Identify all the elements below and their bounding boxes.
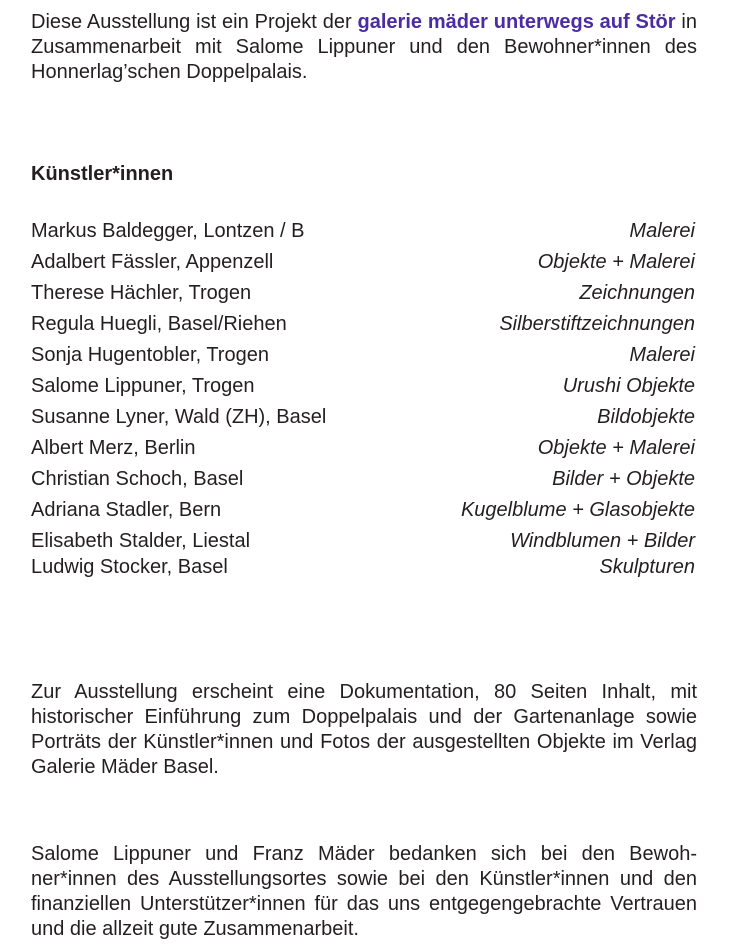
artist-row [31,527,695,553]
artist-name: Christian Schoch, [31,468,188,490]
artist-row [31,248,695,279]
artist-name-place [31,248,273,276]
artist-name-place [31,465,243,493]
artist-place: Basel/Riehen [162,313,287,335]
artist-row [31,553,695,584]
artist-medium: Kugelblume + Glasobjekte [460,499,695,521]
artist-place: Trogen [201,344,269,366]
intro-text-before: Diese Ausstellung ist ein Projekt der [31,11,358,33]
artist-name-place [31,341,269,369]
artist-name: Ludwig Stocker, [31,556,173,578]
artist-name: Markus Baldegger, [31,220,198,242]
intro-paragraph [31,10,697,85]
artist-name-place [31,434,196,462]
artist-name: Albert Merz, [31,437,139,459]
artist-medium: Malerei [629,344,695,366]
documentation-paragraph: Zur Ausstellung erscheint eine Dokumentation, 80 Seiten Inhalt, mit historischer Einführung zum Doppelpalais und der Gartenanlage sowie Porträts der Künstler*innen und Fotos der ausgestellten Objekte im Verlag Galerie Mäder Basel. [31,681,697,778]
artist-row [31,279,695,310]
artist-name: Therese Hächler, [31,282,184,304]
artist-row [31,341,695,372]
artist-name-place [31,279,251,307]
artist-name-place [31,553,228,581]
artist-name-place [31,403,326,431]
artists-heading: Künstler*innen [31,163,174,185]
artist-row [31,372,695,403]
artist-place: Liestal [186,530,251,552]
artist-medium: Skulpturen [599,556,695,578]
artist-row [31,434,695,465]
artist-name-place [31,217,305,245]
artist-medium: Silberstiftzeichnungen [499,313,695,335]
artist-name-place [31,527,250,555]
artist-row [31,217,695,248]
artist-name: Adriana Stadler, [31,499,174,521]
artist-medium: Bildobjekte [597,406,695,428]
artist-place: Trogen [186,375,255,397]
artist-place: Basel [172,556,228,578]
artist-name: Sonja Hugentobler, [31,344,202,366]
artist-medium: Objekte + Malerei [537,251,695,273]
artist-name: Susanne Lyner, [31,406,170,428]
artist-medium: Malerei [629,220,695,242]
artist-place: Trogen [183,282,252,304]
artist-name-place [31,496,221,524]
thanks-paragraph: Salome Lippuner und Franz Mäder bedanken sich bei den Bewohner*innen des Ausstellungsortes sowie bei den Künstler*innen und den finanziellen Unterstützer*innen für das uns entgegengebrachte Vertrauen und die allzeit gute Zusammenarbeit. [31,843,697,940]
artist-medium: Windblumen + Bilder [510,530,695,552]
artist-place: Basel [187,468,244,490]
artist-name: Adalbert Fässler, [31,251,182,273]
artist-name: Elisabeth Stalder, [31,530,187,552]
artist-medium: Urushi Objekte [562,375,695,397]
artist-name-place [31,310,287,338]
artist-medium: Zeichnungen [579,282,695,304]
artist-place: Bern [173,499,222,521]
artist-row [31,403,695,434]
intro-text-after: in Zusammenarbeit mit Salome Lippuner und den Bewohner*innen des Honnerlag’schen Doppelpalais. [31,11,698,83]
artist-place: Appenzell [181,251,274,273]
artist-row [31,465,695,496]
artist-medium: Objekte + Malerei [537,437,695,459]
artist-name-place [31,372,255,400]
artist-name: Salome Lippuner, [31,375,187,397]
artist-row [31,496,695,527]
gallery-name: galerie mäder unterwegs auf Stör [357,11,676,33]
artist-place: Berlin [138,437,196,459]
artist-row [31,310,695,341]
artists-list [31,217,695,584]
artist-medium: Bilder + Objekte [552,468,695,490]
artist-place: Wald (ZH), Basel [169,406,327,428]
artist-name: Regula Huegli, [31,313,163,335]
artist-place: Lontzen / B [197,220,305,242]
